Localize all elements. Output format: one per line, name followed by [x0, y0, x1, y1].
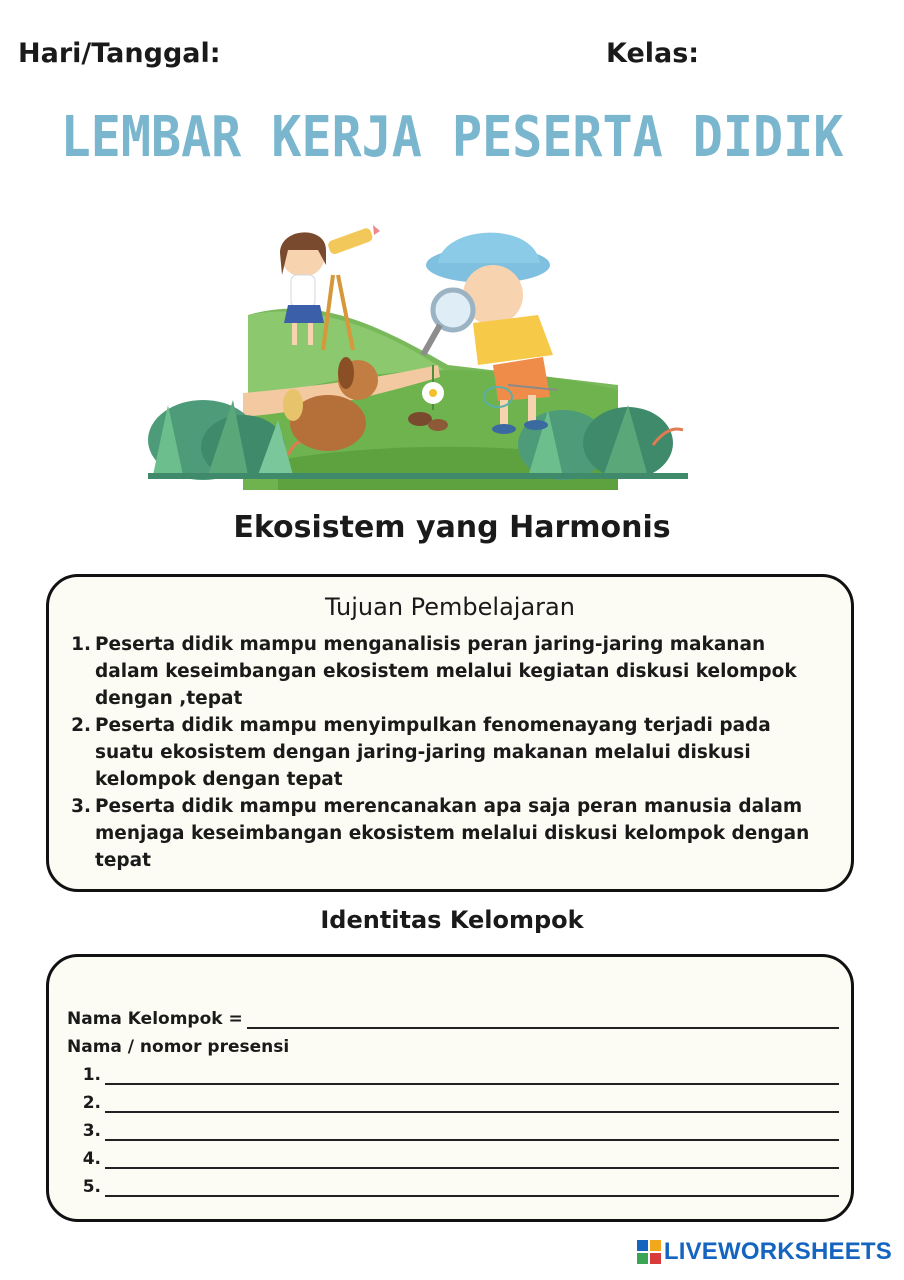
member-name-field[interactable] [105, 1181, 839, 1197]
objectives-heading: Tujuan Pembelajaran [325, 593, 575, 621]
children-exploring-nature-illustration [148, 205, 708, 495]
member-name-field[interactable] [105, 1069, 839, 1085]
member-number: 3. [82, 1121, 101, 1141]
group-identity-box [46, 954, 854, 1222]
member-row [67, 1169, 839, 1197]
member-name-field[interactable] [105, 1097, 839, 1113]
group-identity-heading: Identitas Kelompok [320, 906, 584, 934]
member-number: 5. [82, 1177, 101, 1197]
member-number: 4. [82, 1149, 101, 1169]
member-row [67, 1057, 839, 1085]
worksheet-subtitle: Ekosistem yang Harmonis [233, 510, 671, 545]
learning-objectives-box [46, 574, 854, 892]
members-label-row [67, 1029, 839, 1057]
member-name-field[interactable] [105, 1153, 839, 1169]
objective-text: Peserta didik mampu menyimpulkan fenomenayang terjadi pada suatu ekosistem dengan jaring-jaring makanan melalui diskusi kelompok dengan tepat [95, 715, 771, 790]
brand-name: LIVEWORKSHEETS [663, 1238, 892, 1265]
liveworksheets-logo[interactable] [637, 1238, 892, 1266]
objective-number: 1. [71, 634, 91, 655]
group-name-row [67, 1001, 839, 1029]
objective-number: 2. [71, 715, 91, 736]
objective-text: Peserta didik mampu merencanakan apa saja peran manusia dalam menjaga keseimbangan ekosistem melalui diskusi kelompok dengan tepat [95, 796, 810, 871]
objectives-list [49, 631, 851, 874]
objective-item [69, 631, 831, 712]
group-name-label: Nama Kelompok = [67, 1009, 243, 1029]
page-title: LEMBAR KERJA PESERTA DIDIK [60, 104, 844, 170]
member-number: 2. [82, 1093, 101, 1113]
member-row [67, 1141, 839, 1169]
date-label: Hari/Tanggal: [18, 38, 221, 69]
objective-number: 3. [71, 796, 91, 817]
member-row [67, 1085, 839, 1113]
class-label: Kelas: [606, 38, 700, 69]
objective-item [69, 712, 831, 793]
member-name-field[interactable] [105, 1125, 839, 1141]
member-number: 1. [82, 1065, 101, 1085]
objective-text: Peserta didik mampu menganalisis peran jaring-jaring makanan dalam keseimbangan ekosistem melalui kegiatan diskusi kelompok dengan ,tepat [95, 634, 797, 709]
member-row [67, 1113, 839, 1141]
members-label: Nama / nomor presensi [67, 1037, 290, 1057]
liveworksheets-icon [637, 1240, 661, 1264]
objective-item [69, 793, 831, 874]
group-name-field[interactable] [247, 1013, 839, 1029]
